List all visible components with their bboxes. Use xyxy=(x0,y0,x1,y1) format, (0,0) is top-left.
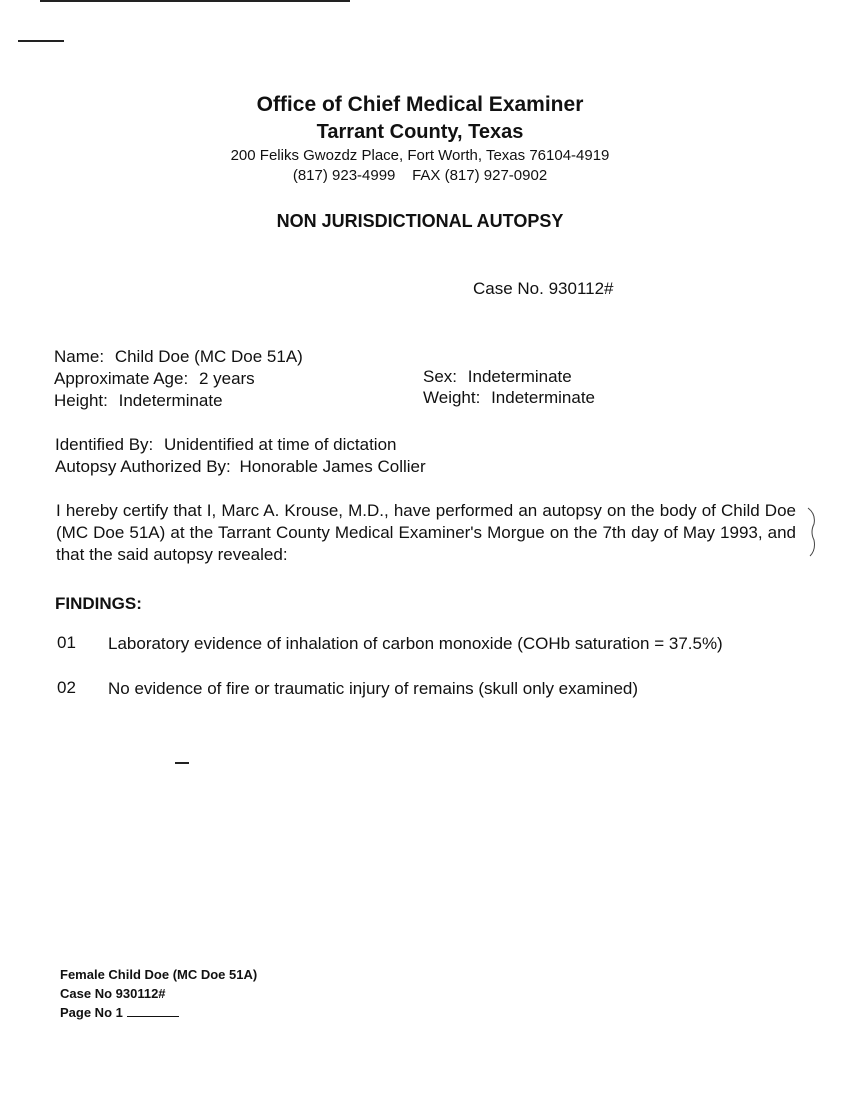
document-type: NON JURISDICTIONAL AUTOPSY xyxy=(276,211,564,231)
sex-label: Sex: xyxy=(423,367,458,386)
footer-page-label: Page No 1 xyxy=(60,1005,123,1020)
identified-by-value: Unidentified at time of dictation xyxy=(164,435,397,454)
height-value: Indeterminate xyxy=(118,391,223,410)
footer-page-number xyxy=(60,1004,179,1020)
sex-value: Indeterminate xyxy=(467,367,572,386)
name-field xyxy=(54,347,303,367)
sex-field xyxy=(423,367,572,387)
identified-by-field xyxy=(55,435,396,455)
finding-item xyxy=(57,678,792,700)
finding-text: Laboratory evidence of inhalation of carbon monoxide (COHb saturation = 37.5%) xyxy=(108,634,723,653)
finding-item xyxy=(57,633,792,655)
name-value: Child Doe (MC Doe 51A) xyxy=(114,347,303,366)
age-label: Approximate Age: xyxy=(54,369,189,388)
height-field xyxy=(54,391,223,411)
margin-bracket-mark xyxy=(806,506,820,558)
weight-value: Indeterminate xyxy=(491,388,596,407)
authorized-by-label: Autopsy Authorized By: xyxy=(55,457,231,476)
age-value: 2 years xyxy=(198,369,255,388)
weight-label: Weight: xyxy=(423,388,481,407)
name-label: Name: xyxy=(54,347,105,366)
scan-artifact-top-line xyxy=(40,0,350,2)
county-subtitle: Tarrant County, Texas xyxy=(316,121,524,143)
finding-number: 02 xyxy=(57,678,76,697)
office-title: Office of Chief Medical Examiner xyxy=(256,93,584,116)
finding-text: No evidence of fire or traumatic injury of remains (skull only examined) xyxy=(108,679,639,698)
authorized-by-field xyxy=(55,457,426,477)
office-phone-fax: (817) 923-4999 FAX (817) 927-0902 xyxy=(292,167,548,184)
scan-artifact-mid-dash xyxy=(175,762,189,764)
page-blank-line xyxy=(127,1004,179,1017)
office-address: 200 Feliks Gwozdz Place, Fort Worth, Texas 76104-4919 xyxy=(230,147,610,164)
height-label: Height: xyxy=(54,391,108,410)
authorized-by-value: Honorable James Collier xyxy=(239,457,426,476)
footer-subject: Female Child Doe (MC Doe 51A) xyxy=(60,967,258,982)
identified-by-label: Identified By: xyxy=(55,435,154,454)
findings-heading: FINDINGS: xyxy=(55,594,142,613)
certification-paragraph: I hereby certify that I, Marc A. Krouse, M.D., have performed an autopsy on the body of Child Doe (MC Doe 51A) at the Tarrant County Medical Examiner's Morgue on the 7th day of May 1993, and that the said autopsy revealed: xyxy=(56,501,796,564)
footer-case-number: Case No 930112# xyxy=(60,986,166,1001)
age-field xyxy=(54,369,255,389)
finding-number: 01 xyxy=(57,633,76,652)
case-number: Case No. 930112# xyxy=(473,279,614,298)
weight-field xyxy=(423,388,595,408)
scan-artifact-dash xyxy=(18,40,64,42)
